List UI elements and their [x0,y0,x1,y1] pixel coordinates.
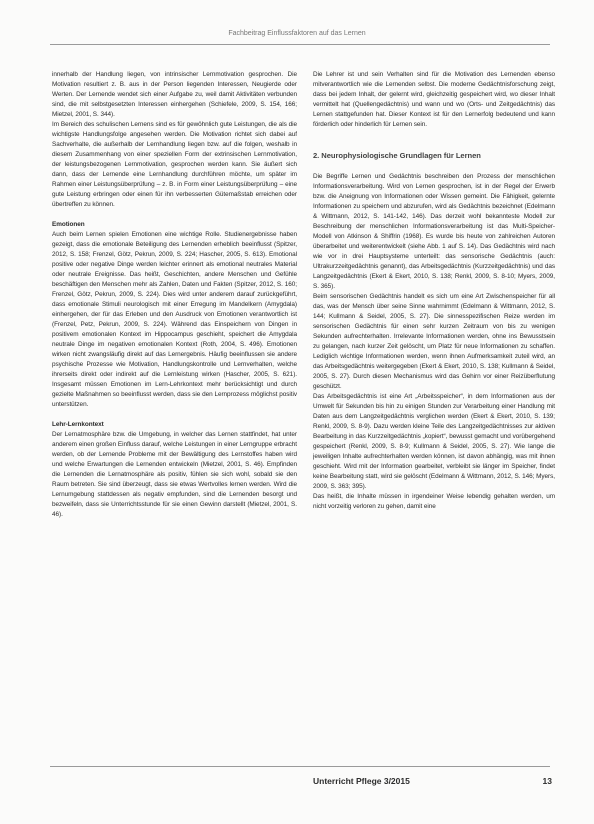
page-number: 13 [542,776,552,786]
spacer [52,410,297,420]
subheading-lehr-lernkontext: Lehr-Lernkontext [52,421,104,428]
journal-issue: Unterricht Pflege 3/2015 [313,776,410,786]
subheading-emotionen: Emotionen [52,221,85,228]
spacer [52,210,297,220]
paragraph: Die Lehrer ist und sein Verhalten sind für die Motivation des Lernenden ebenso mitverantwortlich wie die Lernenden selbst. Die moderne Gedächtnisforschung zeigt, dass bei jedem Inhalt, der gelernt wird, gleichzeitig gespeichert wird, wo dieser Inhalt vermittelt hat (Quellengedächtnis) und wann und wo (Orts- und Zeitgedächtnis) das Lernen stattgefunden hat. Dieser Kontext ist für den Lernerfolg bedeutend und kann förderlich oder hinderlich für Lernen sein. [313,71,555,128]
header-divider [50,44,550,45]
left-column [52,70,297,760]
paragraph: Das heißt, die Inhalte müssen in irgendeiner Weise lebendig gehalten werden, um nicht vorzeitig verloren zu gehen, damit eine [313,493,555,510]
footer-divider [50,766,550,767]
section-title: 2. Neurophysiologische Grundlagen für Lernen [313,151,481,160]
right-column [313,70,555,760]
paragraph: Der Lernatmosphäre bzw. die Umgebung, in welcher das Lernen stattfindet, hat unter anderem einen großen Einfluss darauf, welche Leistungen in einer Lerngruppe erbracht werden, ob der Lernende Probleme mit der Bewältigung des Lernstoffes haben wird und welche Erwartungen die Lernenden entwickeln (Mietzel, 2001, S. 46). Empfinden die Lernenden die Lernatmosphäre als positiv, fühlen sie sich wohl, sobald sie den Raum betreten. Sie sind überzeugt, dass sie etwas Wertvolles lernen werden. Wird die Lernumgebung stattdessen als negativ empfunden, sind die Lernenden besorgt und bezweifeln, dass sie Unterrichtsstunde für sie einen Gewinn darstellt (Mietzel, 2001, S. 46). [52,431,297,518]
paragraph: Beim sensorischen Gedächtnis handelt es sich um eine Art Zwischenspeicher für all das, was der Mensch über seine Sinne wahrnimmt (Edelmann & Wittmann, 2012, S. 144; Kullmann & Seidel, 2005, S. 27). Die sinnesspezifischen Reize werden im sensorischen Gedächtnis für einen sehr kurzen Zeitraum von bis zu wenigen Sekunden aufrechterhalten. Irrelevante Informationen werden, ohne ins Bewusstsein zu gelangen, nach kurzer Zeit gelöscht, um Platz für neue Informationen zu schaffen. Lediglich wichtige Informationen werden, wenn ihnen Aufmerksamkeit zuteil wird, an das Arbeitsgedächtnis weitergegeben (Ekert & Ekert, 2010, S. 138; Kullmann & Seidel, 2005, S. 27). Durch diesen Mechanismus wird das Gehirn vor einer Reizüberflutung geschützt. [313,293,555,390]
paragraph: Im Bereich des schulischen Lernens sind es für gewöhnlich gute Leistungen, die als die wichtigste Handlungsfolge angesehen werden. Die Motivation richtet sich dabei auf Sachverhalte, die außerhalb der Lernhandlung liegen bzw. auf die folgen, weshalb in diesem Zusammenhang von einer speziellen Form der extrinsischen Lernmotivation, der leistungsbezogenen Lernmotivation, gesprochen werden kann. Sie äußert sich dann, dass der Lernende eine Lernhandlung durchführen möchte, um später im Rahmen einer Leistungsüberprüfung – z. B. in Form einer Leistungsüberprüfung – eine gute Leistung erbringen oder einen für ihn verbesserten Gütemaßstab erreichen oder übertreffen zu können. [52,121,297,208]
paragraph: Das Arbeitsgedächtnis ist eine Art „Arbeitsspeicher“, in dem Informationen aus der Umwelt für Sekunden bis hin zu einigen Stunden zur Verarbeitung einer Handlung mit Daten aus dem Langzeitgedächtnis verglichen werden (Ekert & Ekert, 2010, S. 139; Renkl, 2009, S. 8-9). Dazu werden kleine Teile des Langzeitgedächtnisses zur aktiven Bearbeitung in das Kurzzeitgedächtnis „kopiert“, bewusst gemacht und vorübergehend gespeichert (Renkl, 2009, S. 8-9; Kullmann & Seidel, 2005, S. 27). Wie lange die jeweiligen Inhalte aufrechterhalten werden können, ist davon abhängig, was mit ihnen geschieht. Wird mit der Information gearbeitet, verbleibt sie länger im Speicher, findet keine Bearbeitung statt, wird sie gelöscht (Edelmann & Wittmann, 2012, S. 146; Myers, 2009, S. 363; 395). [313,393,555,490]
spacer [313,162,555,172]
paragraph: Die Begriffe Lernen und Gedächtnis beschreiben den Prozess der menschlichen Informationsverarbeitung. Wird von Lernen gesprochen, ist in der Regel der Erwerb bzw. die Aneignung von Informationen oder Wissen gemeint. Die Fähigkeit, gelernte Informationen zu speichern und abzurufen, wird als Gedächtnis bezeichnet (Edelmann & Wittmann, 2012, S. 141-142, 146). Das derzeit wohl bekannteste Modell zur Beschreibung der menschlichen Informationsverarbeitung ist das Multi-Speicher-Modell von Atkinson & Shiffrin (1968). Es wurde bis heute von zahlreichen Autoren überarbeitet und weiterentwickelt (siehe Abb. 1 auf S. 14). Das Gedächtnis wird nach wie vor in drei Hauptsysteme unterteilt: das sensorische Gedächtnis (auch: Ultrakurzzeitgedächtnis genannt), das Arbeitsgedächtnis (Kurzzeitgedächtnis) und das Langzeitgedächtnis (Ekert & Ekert, 2010, S. 138; Renkl, 2009, S. 8-10; Myers, 2009, S. 365). [313,173,555,290]
running-header: Fachbeitrag Einflussfaktoren auf das Lernen [228,30,366,37]
spacer [313,130,555,150]
paragraph: Auch beim Lernen spielen Emotionen eine wichtige Rolle. Studienergebnisse haben gezeigt, dass die emotionale Beteiligung des Lernenden erheblich beeinflusst (Spitzer, 2012, S. 158; Frenzel, Götz, Pekrun, 2009, S. 224; Hascher, 2005, S. 613). Emotional positive oder negative Dinge werden leichter erinnert als emotional neutrales Material oder neutrale Ereignisse. Das heißt, Geschichten, andere Menschen und Gefühle beschäftigen den Menschen mehr als Zahlen, Daten und Fakten (Spitzer, 2012, S. 160; Frenzel, Götz, Pekrun, 2009, S. 224). Dies wird unter anderem darauf zurückgeführt, dass emotionale Stimuli neurologisch mit einer Erregung im Mandelkern (Amygdala) einhergehen, der für das Erleben und den Ausdruck von Emotionen verantwortlich ist (Frenzel, Petz, Pekrun, 2009, S. 224). Während das Einspeichern von Dingen in positivem emotionalen Kontext im Hippocampus geschieht, speichert die Amygdala neutrale Dinge im negativen emotionalen Kontext (Roth, 2004, S. 496). Emotionen wirken nicht zwangsläufig direkt auf das Lernergebnis. Häufig beeinflussen sie andere psychische Prozesse wie Motivation, Handlungskontrolle und Lernverhalten, welche ihrerseits direkt oder indirekt auf die Lernleistung wirken (Hascher, 2005, S. 621). Insgesamt müssen Emotionen im Lern-Lehrkontext mehr berücksichtigt und durch gezielte Maßnahmen so beeinflusst werden, dass sie den Lernprozess möglichst positiv unterstützen. [52,231,297,408]
paragraph: innerhalb der Handlung liegen, von intrinsischer Lernmotivation gesprochen. Die Motivation resultiert z. B. aus in der Person liegenden Interessen, Neugierde oder Werten. Der Lernende wendet sich einer Aufgabe zu, weil damit Aktivitäten verbunden sind, die mit selbstgesetzten Interessen einhergehen (Schiefele, 2009, S. 154, 166; Mietzel, 2001, S. 344). [52,71,297,118]
